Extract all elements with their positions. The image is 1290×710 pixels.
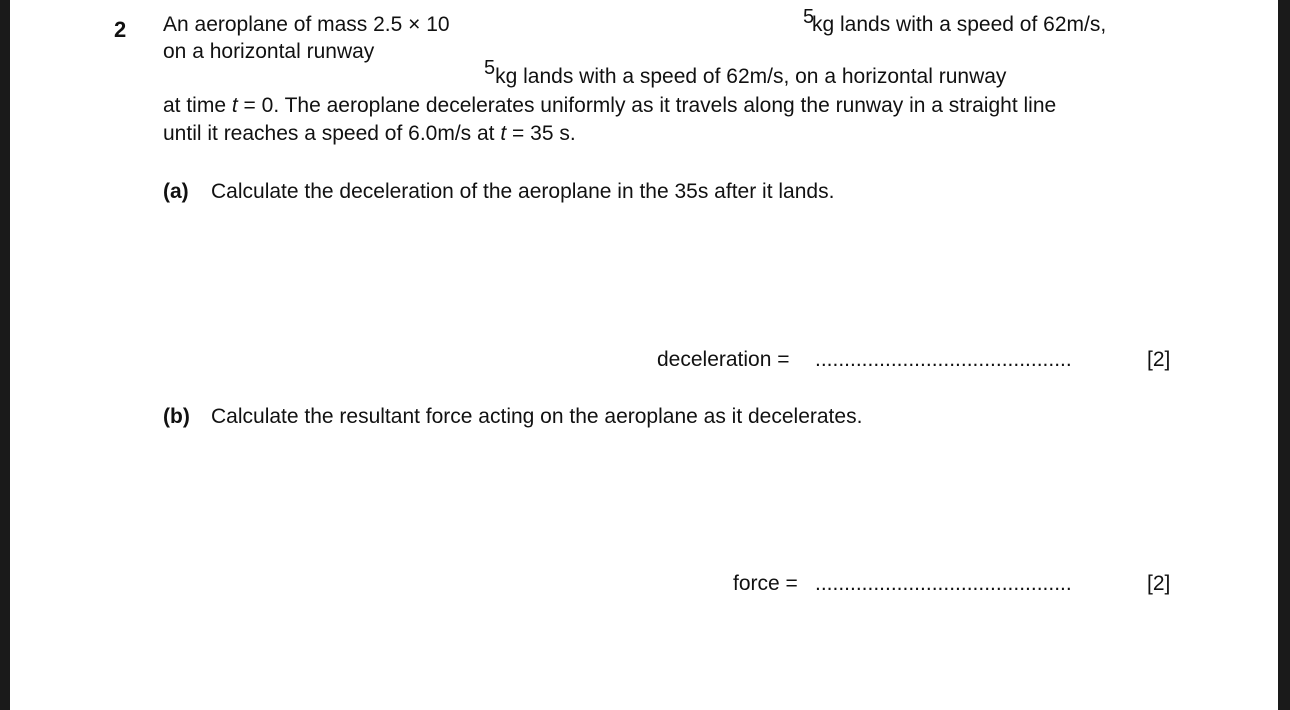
- question-line3: [484, 57, 1007, 90]
- deceleration-answer-field[interactable]: ............................................: [815, 348, 1072, 371]
- question-line3-text: kg lands with a speed of 62m/s, on a horizontal runway: [495, 65, 1007, 88]
- question-line1-left: An aeroplane of mass 2.5 × 10: [163, 13, 450, 36]
- part-b-text: Calculate the resultant force acting on the aeroplane as it decelerates.: [211, 405, 863, 428]
- question-line2: on a horizontal runway: [163, 40, 375, 63]
- part-a-label: (a): [163, 180, 189, 203]
- question-line5: [163, 121, 576, 147]
- force-answer-field[interactable]: ............................................: [815, 572, 1072, 595]
- part-a-text: Calculate the deceleration of the aeroplane in the 35s after it lands.: [211, 180, 835, 203]
- question-number: 2: [114, 17, 127, 42]
- question-line4: [163, 93, 1056, 119]
- line5-pre: until it reaches a speed of 6.0m/s at: [163, 122, 501, 145]
- line4-pre: at time: [163, 94, 232, 117]
- force-answer-label: force =: [733, 572, 798, 595]
- variable-t: t: [231, 94, 238, 117]
- variable-t: t: [500, 122, 507, 145]
- part-b-marks: [2]: [1147, 572, 1171, 595]
- line4-post: = 0. The aeroplane decelerates uniformly as it travels along the runway in a straight line: [237, 94, 1057, 117]
- question-line1-right: [803, 6, 1107, 38]
- line5-post: = 35 s.: [506, 122, 576, 145]
- part-a-marks: [2]: [1147, 348, 1171, 371]
- exam-page: [10, 0, 1278, 710]
- exponent: 5: [484, 57, 496, 79]
- part-b-label: (b): [163, 405, 190, 428]
- deceleration-answer-label: deceleration =: [657, 348, 790, 371]
- clipped-exponent: 5: [803, 6, 815, 28]
- question-line1-right-text: kg lands with a speed of 62m/s,: [812, 13, 1107, 36]
